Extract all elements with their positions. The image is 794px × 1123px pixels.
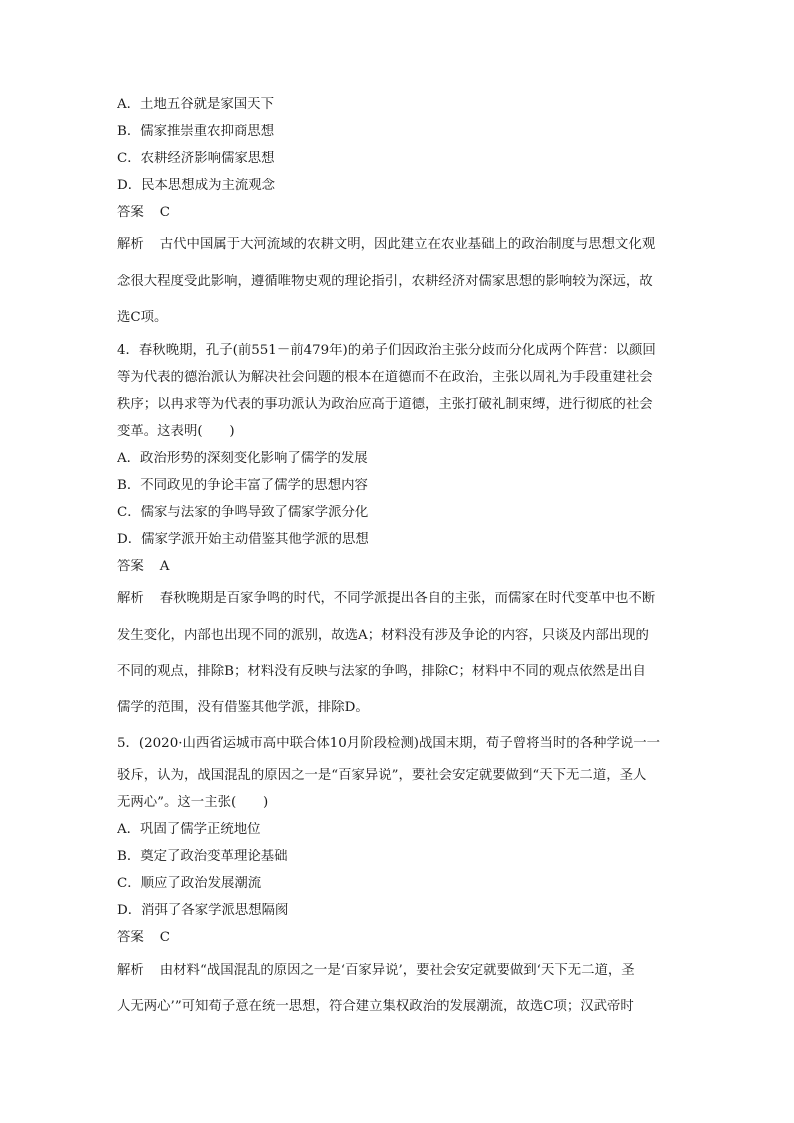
q3-analysis-line-1 bbox=[117, 237, 677, 253]
q5-option-d: D．消弭了各家学派思想隔阂 bbox=[117, 903, 289, 918]
analysis-text: 由材料“战国混乱的原因之一是‘百家异说’，要社会安定就要做到‘天下无二道，圣 bbox=[159, 963, 635, 978]
analysis-text: 古代中国属于大河流域的农耕文明，因此建立在农业基础上的政治制度与思想文化观 bbox=[159, 237, 656, 252]
analysis-label: 解析 bbox=[117, 591, 144, 606]
q5-analysis-line-1 bbox=[117, 963, 677, 979]
answer-value: C bbox=[159, 205, 171, 220]
q3-option-c: C．农耕经济影响儒家思想 bbox=[117, 151, 275, 166]
answer-value: A bbox=[159, 559, 170, 574]
q3-option-d: D．民本思想成为主流观念 bbox=[117, 178, 276, 193]
q5-option-b: B．奠定了政治变革理论基础 bbox=[117, 849, 288, 864]
answer-label: 答案 bbox=[117, 930, 144, 945]
q4-option-d: D．儒家学派开始主动借鉴其他学派的思想 bbox=[117, 532, 369, 547]
analysis-text: 春秋晚期是百家争鸣的时代，不同学派提出各自的主张，而儒家在时代变革中也不断 bbox=[159, 591, 656, 606]
q5-option-a: A．巩固了儒学正统地位 bbox=[117, 822, 261, 837]
q3-analysis-line-3: 选C项。 bbox=[117, 310, 168, 325]
q3-answer bbox=[117, 205, 677, 221]
q4-option-b: B．不同政见的争论丰富了儒学的思想内容 bbox=[117, 478, 368, 493]
q5-stem-line-2: 驳斥，认为，战国混乱的原因之一是“百家异说”，要社会安定就要做到“天下无二道，圣人 bbox=[117, 768, 647, 783]
q4-option-a: A．政治形势的深刻变化影响了儒学的发展 bbox=[117, 451, 368, 466]
answer-label: 答案 bbox=[117, 559, 144, 574]
q4-option-c: C．儒家与法家的争鸣导致了儒家学派分化 bbox=[117, 505, 369, 520]
q4-stem-line-3: 秩序；以冉求等为代表的事功派认为政治应高于道德，主张打破礼制束缚，进行彻底的社会 bbox=[117, 397, 653, 412]
q4-stem-line-2: 等为代表的德治派认为解决社会问题的根本在道德而不在政治，主张以周礼为手段重建社会 bbox=[117, 370, 653, 385]
q5-answer bbox=[117, 930, 677, 946]
q3-analysis-line-2: 念很大程度受此影响，遵循唯物史观的理论指引，农耕经济对儒家思想的影响较为深远，故 bbox=[117, 274, 653, 289]
q4-analysis-line-3: 不同的观点，排除B；材料没有反映与法家的争鸣，排除C；材料中不同的观点依然是出自 bbox=[117, 664, 646, 679]
answer-value: C bbox=[159, 930, 171, 945]
q4-stem-line-4: 变革。这表明( ) bbox=[117, 424, 235, 439]
q4-analysis-line-1 bbox=[117, 591, 677, 607]
q5-stem-line-1: 5．(2020·山西省运城市高中联合体10月阶段检测)战国末期，荀子曾将当时的各种学说一一 bbox=[117, 736, 661, 751]
q4-analysis-line-2: 发生变化，内部也出现不同的派别，故选A；材料没有涉及争论的内容，只谈及内部出现的 bbox=[117, 628, 649, 643]
q5-option-c: C．顺应了政治发展潮流 bbox=[117, 876, 262, 891]
answer-label: 答案 bbox=[117, 205, 144, 220]
analysis-label: 解析 bbox=[117, 237, 144, 252]
analysis-label: 解析 bbox=[117, 963, 144, 978]
q4-answer bbox=[117, 559, 677, 575]
q3-option-b: B．儒家推崇重农抑商思想 bbox=[117, 124, 275, 139]
q5-analysis-line-2: 人无两心’”可知荀子意在统一思想，符合建立集权政治的发展潮流，故选C项；汉武帝时 bbox=[117, 999, 634, 1014]
q5-stem-line-3: 无两心”。这一主张( ) bbox=[117, 795, 269, 810]
q4-analysis-line-4: 儒学的范围，没有借鉴其他学派，排除D。 bbox=[117, 700, 369, 715]
q3-option-a: A．土地五谷就是家国天下 bbox=[117, 97, 274, 112]
q4-stem-line-1: 4．春秋晚期，孔子(前551－前479年)的弟子们因政治主张分歧而分化成两个阵营：以颜回 bbox=[117, 343, 656, 358]
